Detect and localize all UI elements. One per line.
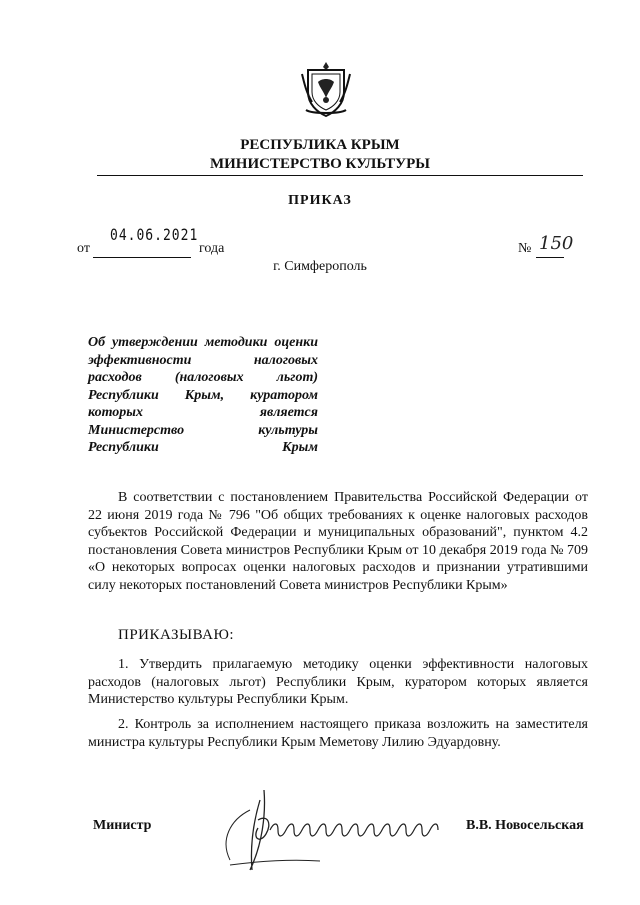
order-item-1 bbox=[88, 656, 588, 709]
header-divider bbox=[97, 175, 583, 176]
date-stamp: 04.06.2021 bbox=[110, 226, 199, 245]
subject-line: эффективности налоговых bbox=[88, 352, 318, 368]
order-word: ПРИКАЗЫВАЮ: bbox=[118, 627, 235, 643]
order-item-2 bbox=[88, 716, 588, 751]
coat-of-arms-icon bbox=[300, 60, 352, 118]
subject-line: Министерство культуры bbox=[88, 422, 318, 438]
city: г. Симферополь bbox=[273, 259, 367, 274]
org-name-line1: РЕСПУБЛИКА КРЫМ bbox=[240, 137, 400, 153]
document-number: 150 bbox=[539, 233, 574, 254]
date-underline bbox=[93, 257, 191, 258]
date-suffix: года bbox=[199, 241, 225, 256]
handwritten-signature bbox=[200, 770, 480, 880]
document-type-title: ПРИКАЗ bbox=[288, 193, 352, 208]
preamble-paragraph bbox=[88, 489, 588, 595]
number-label: № bbox=[518, 241, 532, 256]
order-item-text: 2. Контроль за исполнением настоящего приказа возложить на заместителя министра культуры Республики Крым Меметову Лилию Эдуардовну. bbox=[88, 717, 588, 750]
org-name-line2: МИНИСТЕРСТВО КУЛЬТУРЫ bbox=[209, 156, 431, 172]
signer-name: В.В. Новосельская bbox=[466, 818, 584, 833]
subject-line: расходов (налоговых льгот) bbox=[88, 370, 318, 385]
subject-line: Об утверждении методики оценки bbox=[88, 335, 318, 350]
order-item-text: 1. Утвердить прилагаемую методику оценки эффективности налоговых расходов (налоговых льгот) Республики Крым, куратором которых является Министерство культуры Республики Крым. bbox=[88, 657, 588, 708]
number-underline bbox=[536, 257, 564, 258]
signer-position: Министр bbox=[93, 818, 152, 833]
date-prefix: от bbox=[77, 241, 90, 256]
subject-line: которых является bbox=[88, 405, 318, 420]
preamble-text: В соответствии с постановлением Правительства Российской Федерации от 22 июня 2019 года № 796 "Об общих требованиях к оценке налоговых расходов субъектов Российской Федерации и муниципальных образований", пунктом 4.2 постановления Совета министров Республики Крым от 10 декабря 2019 года № 709 «О некоторых вопросах оценки налоговых расходов и признании утратившими силу некоторых постановлений Совета министров Республики Крым» bbox=[88, 490, 588, 593]
subject-line: Республики Крым, куратором bbox=[88, 387, 318, 403]
order-subject bbox=[88, 334, 318, 457]
subject-line: Республики Крым bbox=[88, 440, 318, 455]
